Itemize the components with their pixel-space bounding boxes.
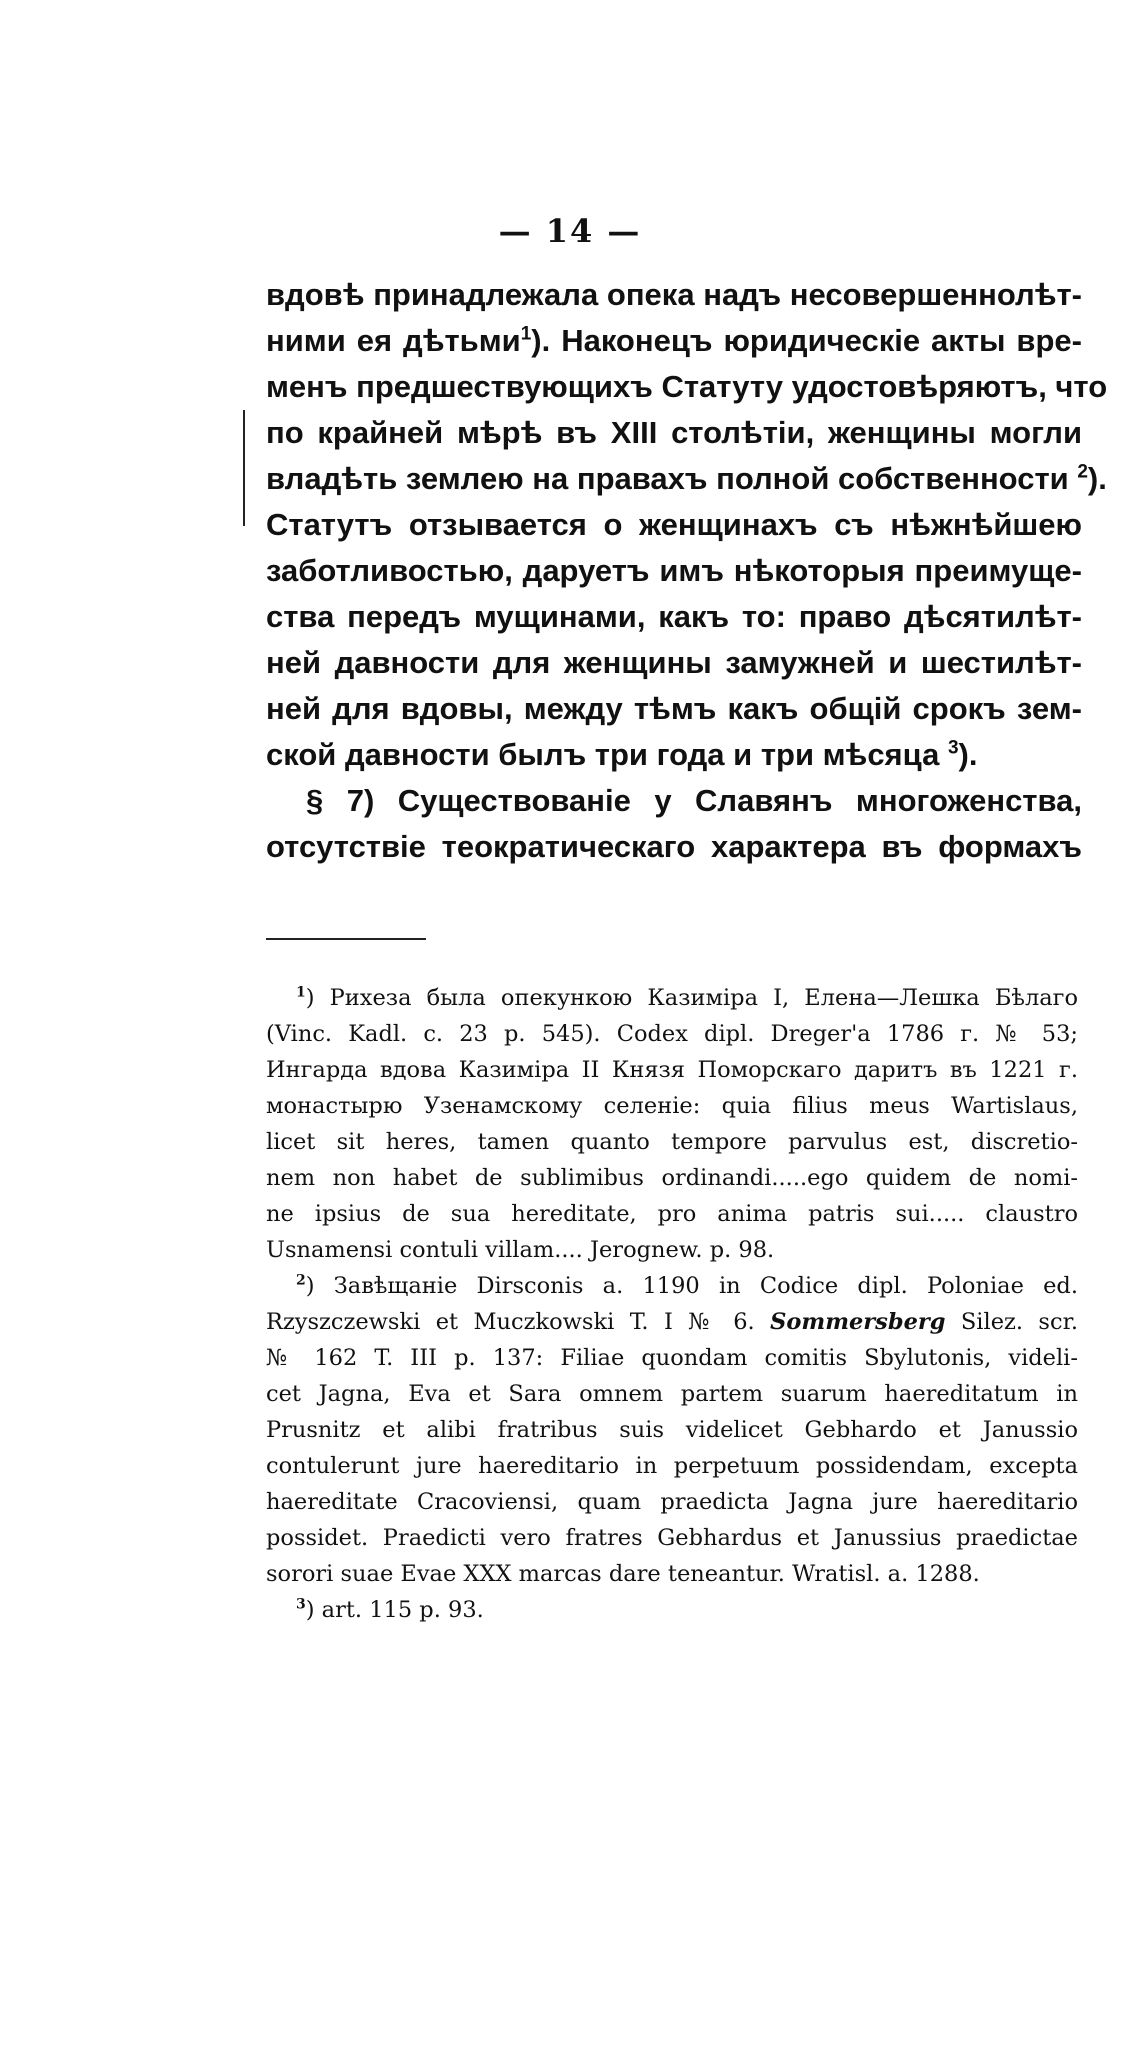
footnote-text: Silez. scr.: [960, 1309, 1079, 1335]
text-line: [266, 456, 1107, 502]
footnote-text: ) Завѣщаніе Dirsconis a. 1190 in Codice dipl. Poloniae ed.: [305, 1273, 1078, 1299]
footnote-line: № 162 T. III p. 137: Filiae quondam comitis Sbylutonis, videli-: [266, 1345, 1078, 1371]
text-fragment: ними ея дѣтьми: [266, 323, 521, 358]
text-fragment: ской давности былъ три года и три мѣсяца: [266, 737, 940, 772]
footnote-line: licet sit heres, tamen quanto tempore parvulus est, discretio-: [266, 1129, 1078, 1155]
text-line: ства передъ мущинами, какъ то: право дѣсятилѣт-: [266, 599, 1082, 634]
text-line: отсутствіе теократическаго характера въ формахъ: [266, 829, 1082, 864]
text-line: менъ предшествующихъ Статуту удостовѣряютъ, что: [266, 369, 1108, 404]
text-fragment: владѣть землею на правахъ полной собственности: [266, 461, 1069, 496]
footnote-line: contulerunt jure haereditario in perpetuum possidendam, excepta: [266, 1453, 1078, 1479]
footnote-marker: 1: [296, 984, 306, 1001]
text-fragment: ).: [1087, 461, 1107, 496]
text-line: Статутъ отзывается о женщинахъ съ нѣжнѣйшею: [266, 507, 1082, 542]
text-line: ней для вдовы, между тѣмъ какъ общій срокъ зем-: [266, 691, 1082, 726]
footnote-line: Ингарда вдова Казиміра II Князя Поморскаго даритъ въ 1221 г.: [266, 1057, 1078, 1083]
text-fragment: ). Наконецъ юридическіе акты вре-: [531, 323, 1082, 358]
footnote-line: монастырю Узенамскому селеніе: quia filius meus Wartislaus,: [266, 1093, 1078, 1119]
text-line: ней давности для женщины замужней и шестилѣт-: [266, 645, 1082, 680]
footnote-divider: [266, 938, 426, 940]
footnote-line: nem non habet de sublimibus ordinandi.....ego quidem de nomi-: [266, 1165, 1078, 1191]
text-line: [266, 318, 1082, 364]
text-line: [266, 732, 1082, 778]
footnote-line: Usnamensi contuli villam.... Jerognew. p. 98.: [266, 1237, 775, 1263]
section-heading-line: § 7) Существованіе у Славянъ многоженства,: [306, 783, 1082, 818]
footnote-line: Prusnitz et alibi fratribus suis videlicet Gebhardo et Janussio: [266, 1417, 1078, 1443]
footnotes: [266, 980, 1078, 1628]
footnote-text: Rzyszczewski et Muczkowski T. I № 6.: [266, 1309, 755, 1335]
footnote-marker: 3: [296, 1596, 306, 1613]
text-fragment: ).: [958, 737, 978, 772]
footnote-ref: 3: [947, 737, 959, 759]
footnote-ref: 1: [520, 323, 532, 345]
footnote-line: ne ipsius de sua hereditate, pro anima patris sui..... claustro: [266, 1201, 1078, 1227]
footnote-line: [266, 1304, 1078, 1340]
author-name: Sommersberg: [770, 1309, 946, 1335]
footnote-ref: 2: [1077, 461, 1088, 483]
footnote-marker: 2: [296, 1272, 306, 1289]
footnote-line: haereditate Cracoviensi, quam praedicta Jagna jure haereditario: [266, 1489, 1078, 1515]
footnote-text: ) art. 115 p. 93.: [305, 1597, 484, 1623]
footnote-line: cet Jagna, Eva et Sara omnem partem suarum haereditatum in: [266, 1381, 1078, 1407]
text-line: вдовѣ принадлежала опека надъ несовершеннолѣт-: [266, 277, 1082, 312]
footnote-line: possidet. Praedicti vero fratres Gebhardus et Janussius praedictae: [266, 1525, 1078, 1551]
footnote-1: [266, 980, 1078, 1016]
main-text: [266, 272, 1108, 870]
footnote-3: [266, 1592, 1078, 1628]
page-number: — 14 —: [498, 212, 642, 250]
margin-mark: [243, 410, 245, 526]
footnote-line: sorori suae Evae XXX marcas dare teneantur. Wratisl. a. 1288.: [266, 1561, 980, 1587]
text-line: по крайней мѣрѣ въ XIII столѣтіи, женщины могли: [266, 415, 1082, 450]
footnote-line: (Vinc. Kadl. c. 23 p. 545). Codex dipl. Dreger'a 1786 г. № 53;: [266, 1021, 1078, 1047]
footnote-text: ) Рихеза была опекункою Казиміра I, Елена—Лешка Бѣлаго: [305, 985, 1078, 1011]
footnote-2: [266, 1268, 1078, 1304]
text-line: заботливостью, даруетъ имъ нѣкоторыя преимуще-: [266, 553, 1082, 588]
